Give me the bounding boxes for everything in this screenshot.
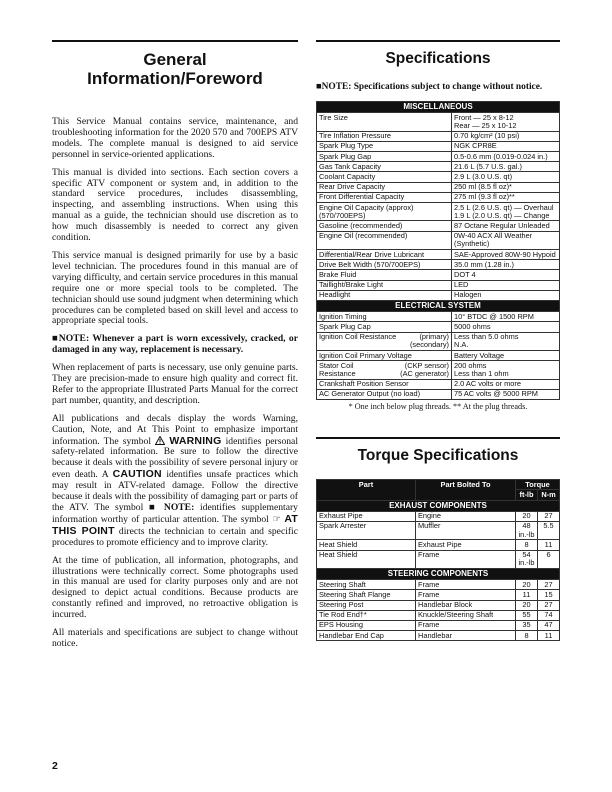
torque-ftlb: 48 in.-lb [516, 521, 538, 539]
part-name: Spark Arrester [317, 521, 416, 539]
table-row [317, 610, 560, 620]
table-row [317, 152, 560, 162]
spec-value: 0.5-0.6 mm (0.019-0.024 in.) [452, 152, 560, 162]
spec-name [317, 312, 452, 322]
torque-nm: 11 [538, 631, 560, 641]
symbols-paragraph [52, 414, 298, 549]
section-title: MISCELLANEOUS [317, 102, 560, 113]
text-span: identifies unsafe practices which may result in ATV-related damage. Follow the directive because it deals with the possibility of damaging part or parts of the ATV. The symbol [52, 469, 299, 513]
torque-nm: 74 [538, 610, 560, 620]
torque-nm: 5.5 [538, 521, 560, 539]
spec-label: Stator Coil Resistance [319, 360, 356, 378]
torque-nm: 11 [538, 540, 560, 550]
section-band [317, 102, 560, 113]
spec-name: Engine Oil Capacity (approx) (570/700EPS) [317, 203, 452, 221]
paragraph: This service manual is designed primarily for use by a basic level technician. The procedures found in this manual are of varying difficulty, and certain service procedures in this manual require one or more special tools to be completed. The technician should use sound judgment when determining which procedures can be completed based on skill level and access to appropriate special tools. [52, 249, 298, 327]
table-row [317, 379, 560, 389]
foreword-heading [52, 40, 298, 88]
spec-name: Taillight/Brake Light [317, 280, 452, 290]
spec-name: Differential/Rear Drive Lubricant [317, 250, 452, 260]
table-row [317, 162, 560, 172]
section-band [317, 301, 560, 312]
torque-ftlb: 8 [516, 631, 538, 641]
torque-ftlb: 20 [516, 600, 538, 610]
table-row [317, 540, 560, 550]
spec-note: ■NOTE: Specifications subject to change without notice. [316, 82, 543, 92]
spec-label: Ignition Coil Primary Voltage [319, 350, 412, 360]
section-band [317, 568, 560, 579]
spec-name [317, 361, 452, 379]
table-row [317, 322, 560, 332]
torque-nm: 27 [538, 511, 560, 521]
col-ftlb: ft-lb [516, 490, 538, 500]
spec-value: DOT 4 [452, 270, 560, 280]
table-row [317, 113, 560, 131]
bolted-to: Muffler [416, 521, 516, 539]
specifications-table [316, 101, 560, 400]
col-nm: N-m [538, 490, 560, 500]
foreword-title-line1: General [143, 50, 207, 69]
spec-name: Spark Plug Gap [317, 152, 452, 162]
part-name: Heat Shield [317, 550, 416, 568]
spec-value: 87 Octane Regular Unleaded [452, 221, 560, 231]
torque-ftlb: 54 in.-lb [516, 550, 538, 568]
spec-value: Battery Voltage [452, 351, 560, 361]
bolted-to: Handlebar Block [416, 600, 516, 610]
foreword-title-line2: Information/Foreword [87, 69, 263, 88]
table-row [317, 511, 560, 521]
page-number: 2 [52, 760, 58, 772]
torque-ftlb: 11 [516, 590, 538, 600]
spec-value: 0W-40 ACX All Weather (Synthetic) [452, 231, 560, 249]
spec-value: 200 ohms Less than 1 ohm [452, 361, 560, 379]
paragraph: All materials and specifications are subject to change without notice. [52, 627, 298, 649]
spec-value: 21.6 L (5.7 U.S. gal.) [452, 162, 560, 172]
spec-name [317, 351, 452, 361]
table-row [317, 600, 560, 610]
foreword-body [52, 117, 298, 650]
col-bolted-to: Part Bolted To [416, 480, 516, 500]
spec-label: Ignition Coil Resistance [319, 332, 397, 342]
table-row [317, 250, 560, 260]
paragraph: This manual is divided into sections. Each section covers a specific ATV component or system and, in addition to the standard service procedures, includes disassembling, inspecting, and assembling instructions. When using this manual as a guide, the technician should use discretion as to how much disassembly is needed to correct any given condition. [52, 166, 298, 244]
table-row [317, 280, 560, 290]
bolted-to: Engine [416, 511, 516, 521]
warning-triangle-icon [155, 436, 165, 445]
part-name: Steering Post [317, 600, 416, 610]
specifications-column [316, 40, 560, 641]
spec-value: Less than 5.0 ohms N.A. [452, 332, 560, 350]
torque-nm: 15 [538, 590, 560, 600]
part-name: Exhaust Pipe [317, 511, 416, 521]
text-span: identifies personal safety-related information. Be sure to follow the directive because it deals with the possibility of severe personal injury or even death. A [52, 435, 298, 481]
part-name: Heat Shield [317, 540, 416, 550]
table-row [317, 631, 560, 641]
spec-name [317, 322, 452, 332]
table-row [317, 231, 560, 249]
spec-name: Coolant Capacity [317, 172, 452, 182]
caution-word: CAUTION [112, 468, 162, 481]
spec-name: Rear Drive Capacity [317, 182, 452, 192]
spec-value: 75 AC volts @ 5000 RPM [452, 389, 560, 399]
table-row [317, 590, 560, 600]
specifications-heading: Specifications [316, 40, 560, 68]
paragraph: At the time of publication, all information, photographs, and illustrations were technically correct. Some photographs used in this manual are used for clarity purposes only and are not designed to depict actual conditions. Because products are constantly refined and improved, no retroactive obligation is incurred. [52, 554, 298, 621]
foreword-column [52, 40, 298, 657]
table-row [317, 221, 560, 231]
paragraph: This Service Manual contains service, maintenance, and troubleshooting information for the 2020 570 and 700EPS ATV models. The complete manual is designed to aid service personnel in service-oriented applications. [52, 116, 298, 160]
spec-sublabel: (primary) (secondary) [409, 332, 449, 350]
spec-label: Crankshaft Position Sensor [319, 379, 409, 389]
spec-value: 250 ml (8.5 fl oz)* [452, 182, 560, 192]
spec-label: Spark Plug Cap [319, 321, 371, 331]
spec-label: Ignition Timing [319, 311, 367, 321]
table-row [317, 290, 560, 300]
section-title: STEERING COMPONENTS [317, 568, 560, 579]
pointing-hand-icon: ☞ [272, 513, 281, 525]
warning-word: WARNING [169, 434, 222, 447]
spec-name [317, 389, 452, 399]
spec-name: Engine Oil (recommended) [317, 231, 452, 249]
spec-name: Front Differential Capacity [317, 192, 452, 202]
torque-ftlb: 55 [516, 610, 538, 620]
torque-heading: Torque Specifications [316, 437, 560, 465]
paragraph: When replacement of parts is necessary, use only genuine parts. They are precision-made to ensure high quality and correct fit. Refer to the appropriate Illustrated Parts Manual for the correct part number, quantity, and description. [52, 362, 298, 406]
at-this-point-word: AT THIS POINT [52, 512, 298, 537]
section-title: ELECTRICAL SYSTEM [317, 301, 560, 312]
spec-value: Front — 25 x 8-12 Rear — 25 x 10-12 [452, 113, 560, 131]
spec-name [317, 379, 452, 389]
table-row [317, 521, 560, 539]
table-row [317, 260, 560, 270]
spec-name: Spark Plug Type [317, 141, 452, 151]
spec-value: SAE-Approved 80W-90 Hypoid [452, 250, 560, 260]
table-row [317, 270, 560, 280]
spec-name: Brake Fluid [317, 270, 452, 280]
table-row [317, 550, 560, 568]
col-part: Part [317, 480, 416, 500]
spec-value: NGK CPR8E [452, 141, 560, 151]
table-row [317, 182, 560, 192]
bolted-to: Handlebar [416, 631, 516, 641]
part-name: Handlebar End Cap [317, 631, 416, 641]
note-word: ■ NOTE: [149, 502, 195, 513]
spec-value: 2.5 L (2.6 U.S. qt) — Overhaul 1.9 L (2.0 U.S. qt) — Change [452, 203, 560, 221]
part-name: Tie Rod End†* [317, 610, 416, 620]
part-name: Steering Shaft [317, 580, 416, 590]
table-row [317, 141, 560, 151]
spec-value: 275 ml (9.3 fl oz)** [452, 192, 560, 202]
bolted-to: Frame [416, 580, 516, 590]
bolted-to: Exhaust Pipe [416, 540, 516, 550]
table-row [317, 312, 560, 322]
table-row [317, 131, 560, 141]
table-row [317, 332, 560, 350]
bolted-to: Frame [416, 550, 516, 568]
bolted-to: Frame [416, 620, 516, 630]
torque-nm: 6 [538, 550, 560, 568]
section-band [317, 500, 560, 511]
part-name: EPS Housing [317, 620, 416, 630]
torque-ftlb: 8 [516, 540, 538, 550]
spec-value: 5000 ohms [452, 322, 560, 332]
spec-value: 2.0 AC volts or more [452, 379, 560, 389]
table-row [317, 172, 560, 182]
spec-value: LED [452, 280, 560, 290]
spec-value: 35.0 mm (1.28 in.) [452, 260, 560, 270]
text-span: All publications and decals display the words Warning, Caution, Note, and At This Point to emphasize important information. The symbol [52, 412, 298, 447]
spec-name: Headlight [317, 290, 452, 300]
torque-ftlb: 20 [516, 511, 538, 521]
torque-nm: 27 [538, 600, 560, 610]
part-name: Steering Shaft Flange [317, 590, 416, 600]
col-torque: Torque [516, 480, 560, 490]
text-span: directs the technician to certain and specific procedures to promote efficiency and to improve clarity. [52, 525, 298, 548]
spec-name: Gasoline (recommended) [317, 221, 452, 231]
spec-value: 0.70 kg/cm² (10 psi) [452, 131, 560, 141]
spec-name: Tire Inflation Pressure [317, 131, 452, 141]
table-row [317, 580, 560, 590]
spec-name: Tire Size [317, 113, 452, 131]
torque-ftlb: 20 [516, 580, 538, 590]
section-title: EXHAUST COMPONENTS [317, 500, 560, 511]
table-row [317, 203, 560, 221]
bolted-to: Frame [416, 590, 516, 600]
torque-ftlb: 35 [516, 620, 538, 630]
bolted-to: Knuckle/Steering Shaft [416, 610, 516, 620]
table-row [317, 620, 560, 630]
spec-name: Drive Belt Width (570/700EPS) [317, 260, 452, 270]
torque-nm: 27 [538, 580, 560, 590]
torque-nm: 47 [538, 620, 560, 630]
spec-footnote: * One inch below plug threads. ** At the plug threads. [348, 402, 528, 412]
spec-value: 10° BTDC @ 1500 RPM [452, 312, 560, 322]
spec-value: Halogen [452, 290, 560, 300]
spec-name: Gas Tank Capacity [317, 162, 452, 172]
torque-table [316, 479, 560, 641]
table-row [317, 192, 560, 202]
spec-sublabel: (CKP sensor) (AC generator) [400, 360, 449, 378]
note-paragraph: ■NOTE: Whenever a part is worn excessively, cracked, or damaged in any way, replacement is necessary. [52, 333, 298, 356]
text-span: identifies supplementary information worthy of particular attention. The symbol [52, 502, 298, 525]
table-row [317, 389, 560, 399]
spec-value: 2.9 L (3.0 U.S. qt) [452, 172, 560, 182]
spec-name [317, 332, 452, 350]
spec-label: AC Generator Output (no load) [319, 389, 421, 399]
table-row [317, 361, 560, 379]
table-row [317, 351, 560, 361]
